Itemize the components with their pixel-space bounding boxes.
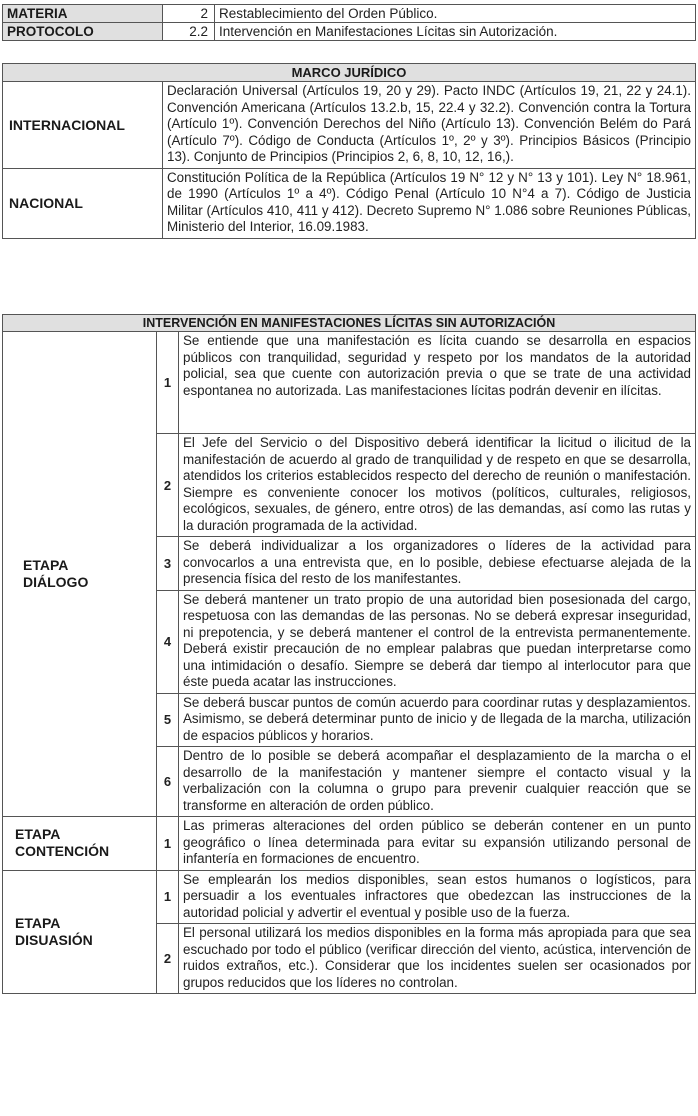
item-text: Se deberá mantener un trato propio de una autoridad bien posesionada del cargo, respetuosa con las demandas de las personas. No se deberá expresar inseguridad, ni prepotencia, y se deberá mantener el control de la entrevista permanentemente. Deberá existir precaución de no emplear palabras que puedan interpretarse como una intimidación o desafío. Siempre se deberá dar tiempo al interlocutor para que éste pueda acatar las instrucciones. bbox=[179, 590, 696, 693]
item-text: Se entiende que una manifestación es lícita cuando se desarrolla en espacios públicos con tranquilidad, seguridad y respeto por los mandatos de la autoridad policial, sea que cuente con autorización previa o que se trate de una actividad espontanea no autorizada. Las manifestaciones lícitas podrán devenir en ilícitas. bbox=[179, 332, 696, 434]
protocolo-label: PROTOCOLO bbox=[3, 23, 163, 41]
marco-juridico-table bbox=[2, 63, 696, 239]
item-text: Se emplearán los medios disponibles, sean estos humanos o logísticos, para persuadir a los eventuales infractores que obedezcan las instrucciones de la autoridad policial y advertir el eventual y posible uso de la fuerza. bbox=[179, 870, 696, 924]
item-text: Las primeras alteraciones del orden público se deberán contener en un punto geográfico o línea determinada para evitar su expansión utilizando personal de infantería en formaciones de encuentro. bbox=[179, 817, 696, 871]
stage-dialogo-line1: ETAPA bbox=[23, 557, 69, 573]
protocolo-row bbox=[3, 23, 696, 41]
stage-disuasion-line2: DISUASIÓN bbox=[15, 931, 93, 948]
marco-label-internacional: INTERNACIONAL bbox=[3, 82, 163, 169]
stage-contencion bbox=[3, 817, 157, 871]
materia-number: 2 bbox=[163, 5, 215, 23]
marco-text-internacional: Declaración Universal (Artículos 19, 20 y 29). Pacto INDC (Artículos 19, 21, 22 y 24.1). Convención Americana (Artículos 13.2.b, 15, 22.4 y 32.2). Convención contra la Tortura (Artículo 1º). Convención Derechos del Niño (Artículo 13). Convención Belém do Pará (Artículo 7º). Código de Conducta (Artículos 1º, 2º y 3º). Principios Básicos (Principio 13). Conjunto de Principios (Principios 2, 6, 8, 10, 12, 16,). bbox=[163, 82, 696, 169]
item-number: 3 bbox=[157, 537, 179, 591]
materia-label: MATERIA bbox=[3, 5, 163, 23]
item-number: 1 bbox=[157, 870, 179, 924]
protocolo-number: 2.2 bbox=[163, 23, 215, 41]
marco-label-nacional: NACIONAL bbox=[3, 168, 163, 238]
disuasion-item-row bbox=[3, 870, 696, 924]
materia-row bbox=[3, 5, 696, 23]
intervencion-table bbox=[2, 314, 696, 994]
dialogo-item-row bbox=[3, 332, 696, 434]
item-number: 1 bbox=[157, 332, 179, 434]
protocolo-text: Intervención en Manifestaciones Lícitas sin Autorización. bbox=[215, 23, 696, 41]
item-number: 4 bbox=[157, 590, 179, 693]
marco-text-nacional: Constitución Política de la República (Artículos 19 N° 12 y N° 13 y 101). Ley N° 18.961, de 1990 (Artículos 1º a 4º). Código Penal (Artículo 10 N°4 a 7). Código de Justicia Militar (Artículos 410, 411 y 412). Decreto Supremo N° 1.086 sobre Reuniones Públicas, Ministerio del Interior, 16.09.1983. bbox=[163, 168, 696, 238]
item-number: 2 bbox=[157, 434, 179, 537]
item-number: 6 bbox=[157, 747, 179, 817]
item-text: El Jefe del Servicio o del Dispositivo deberá identificar la licitud o ilicitud de la manifestación de acuerdo al grado de tranquilidad y de respeto en que se desarrolla, atendidos los criterios establecidos respecto del derecho de reunión o manifestación. Siempre es conveniente conocer los motivos (políticos, culturales, religiosos, ecológicos, sexuales, de género, entre otros) de las demandas, así como las rutas y la duración programada de la actividad. bbox=[179, 434, 696, 537]
header-table bbox=[2, 4, 696, 41]
marco-juridico-title: MARCO JURÍDICO bbox=[3, 64, 696, 82]
stage-disuasion-line1: ETAPA bbox=[15, 914, 61, 931]
materia-text: Restablecimiento del Orden Público. bbox=[215, 5, 696, 23]
item-text: Se deberá buscar puntos de común acuerdo para coordinar rutas y desplazamientos. Asimismo, se deberá determinar punto de inicio y de llegada de la marcha, utilización de espacios públicos y horarios. bbox=[179, 693, 696, 747]
marco-row-internacional bbox=[3, 82, 696, 169]
stage-dialogo-line2: DIÁLOGO bbox=[23, 574, 89, 590]
item-number: 5 bbox=[157, 693, 179, 747]
item-number: 1 bbox=[157, 817, 179, 871]
intervencion-title: INTERVENCIÓN EN MANIFESTACIONES LÍCITAS SIN AUTORIZACIÓN bbox=[3, 315, 696, 332]
item-text: Dentro de lo posible se deberá acompañar el desplazamiento de la marcha o el desarrollo de la manifestación y mantener siempre el contacto visual y la verbalización con la columna o grupo para prevenir cualquier reacción que se transforme en alteración de orden público. bbox=[179, 747, 696, 817]
item-number: 2 bbox=[157, 924, 179, 994]
item-text: Se deberá individualizar a los organizadores o líderes de la actividad para convocarlos a una entrevista que, en lo posible, debiese efectuarse alejada de la presencia física del resto de los manifestantes. bbox=[179, 537, 696, 591]
marco-row-nacional bbox=[3, 168, 696, 238]
contencion-item-row bbox=[3, 817, 696, 871]
stage-disuasion bbox=[3, 870, 157, 994]
stage-contencion-line1: ETAPA bbox=[15, 826, 61, 843]
stage-contencion-line2: CONTENCIÓN bbox=[15, 843, 110, 860]
stage-dialogo bbox=[3, 332, 157, 817]
item-text: El personal utilizará los medios disponibles en la forma más apropiada para que sea escuchado por todo el público (verificar dirección del viento, acústica, intervención de ruidos extraños, etc.). Considerar que los incidentes suelen ser ocasionados por grupos reducidos que los líderes no controlan. bbox=[179, 924, 696, 994]
